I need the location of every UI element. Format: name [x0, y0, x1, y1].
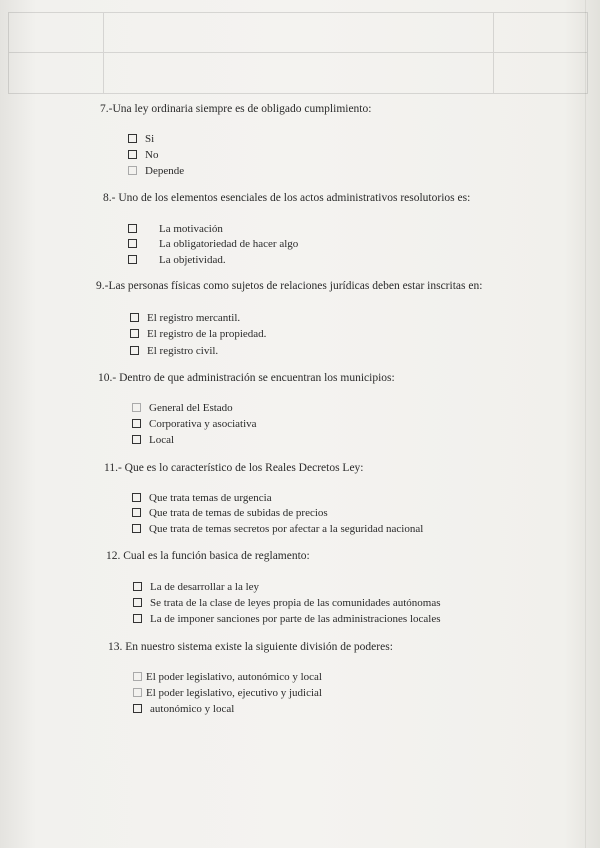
- option-10a[interactable]: General del Estado: [132, 401, 233, 415]
- option-13c[interactable]: autonómico y local: [133, 702, 234, 716]
- option-7b[interactable]: No: [128, 148, 158, 162]
- checkbox-icon[interactable]: [128, 239, 137, 248]
- question-13: 13. En nuestro sistema existe la siguiente división de poderes:: [108, 641, 393, 653]
- option-7a[interactable]: Si: [128, 132, 154, 146]
- checkbox-icon[interactable]: [133, 614, 142, 623]
- checkbox-icon[interactable]: [128, 224, 137, 233]
- checkbox-icon[interactable]: [128, 134, 137, 143]
- checkbox-icon[interactable]: [128, 150, 137, 159]
- checkbox-icon[interactable]: [132, 419, 141, 428]
- bleed-through-table: [8, 12, 588, 94]
- checkbox-icon[interactable]: [130, 313, 139, 322]
- option-8a[interactable]: La motivación: [128, 222, 223, 236]
- option-10b[interactable]: Corporativa y asociativa: [132, 417, 257, 431]
- option-9c[interactable]: El registro civil.: [130, 344, 218, 358]
- option-12a[interactable]: La de desarrollar a la ley: [133, 580, 259, 594]
- question-11: 11.- Que es lo característico de los Reales Decretos Ley:: [104, 462, 364, 474]
- question-12: 12. Cual es la función basica de reglamento:: [106, 550, 310, 562]
- checkbox-icon[interactable]: [133, 598, 142, 607]
- checkbox-icon[interactable]: [132, 524, 141, 533]
- option-11a[interactable]: Que trata temas de urgencia: [132, 491, 272, 505]
- option-8c[interactable]: La objetividad.: [128, 253, 226, 267]
- option-11b[interactable]: Que trata de temas de subidas de precios: [132, 506, 328, 520]
- option-13a[interactable]: El poder legislativo, autonómico y local: [133, 670, 322, 684]
- option-10c[interactable]: Local: [132, 433, 174, 447]
- checkbox-icon[interactable]: [130, 329, 139, 338]
- question-9: 9.-Las personas físicas como sujetos de relaciones jurídicas deben estar inscritas en:: [96, 280, 483, 292]
- question-8: 8.- Uno de los elementos esenciales de los actos administrativos resolutorios es:: [103, 192, 471, 204]
- checkbox-icon[interactable]: [128, 255, 137, 264]
- option-12b[interactable]: Se trata de la clase de leyes propia de las comunidades autónomas: [133, 596, 440, 610]
- option-9b[interactable]: El registro de la propiedad.: [130, 327, 266, 341]
- checkbox-icon[interactable]: [133, 582, 142, 591]
- checkbox-icon[interactable]: [133, 688, 142, 697]
- option-8b[interactable]: La obligatoriedad de hacer algo: [128, 237, 298, 251]
- option-12c[interactable]: La de imponer sanciones por parte de las administraciones locales: [133, 612, 440, 626]
- checkbox-icon[interactable]: [128, 166, 137, 175]
- page-edge-shadow: [585, 0, 586, 848]
- checkbox-icon[interactable]: [133, 704, 142, 713]
- option-13b[interactable]: El poder legislativo, ejecutivo y judicial: [133, 686, 322, 700]
- checkbox-icon[interactable]: [133, 672, 142, 681]
- option-7c[interactable]: Depende: [128, 164, 184, 178]
- checkbox-icon[interactable]: [132, 493, 141, 502]
- question-10: 10.- Dentro de que administración se encuentran los municipios:: [98, 372, 395, 384]
- checkbox-icon[interactable]: [130, 346, 139, 355]
- checkbox-icon[interactable]: [132, 508, 141, 517]
- option-11c[interactable]: Que trata de temas secretos por afectar a la seguridad nacional: [132, 522, 423, 536]
- checkbox-icon[interactable]: [132, 403, 141, 412]
- checkbox-icon[interactable]: [132, 435, 141, 444]
- option-9a[interactable]: El registro mercantil.: [130, 311, 240, 325]
- question-7: 7.-Una ley ordinaria siempre es de obligado cumplimiento:: [100, 103, 372, 115]
